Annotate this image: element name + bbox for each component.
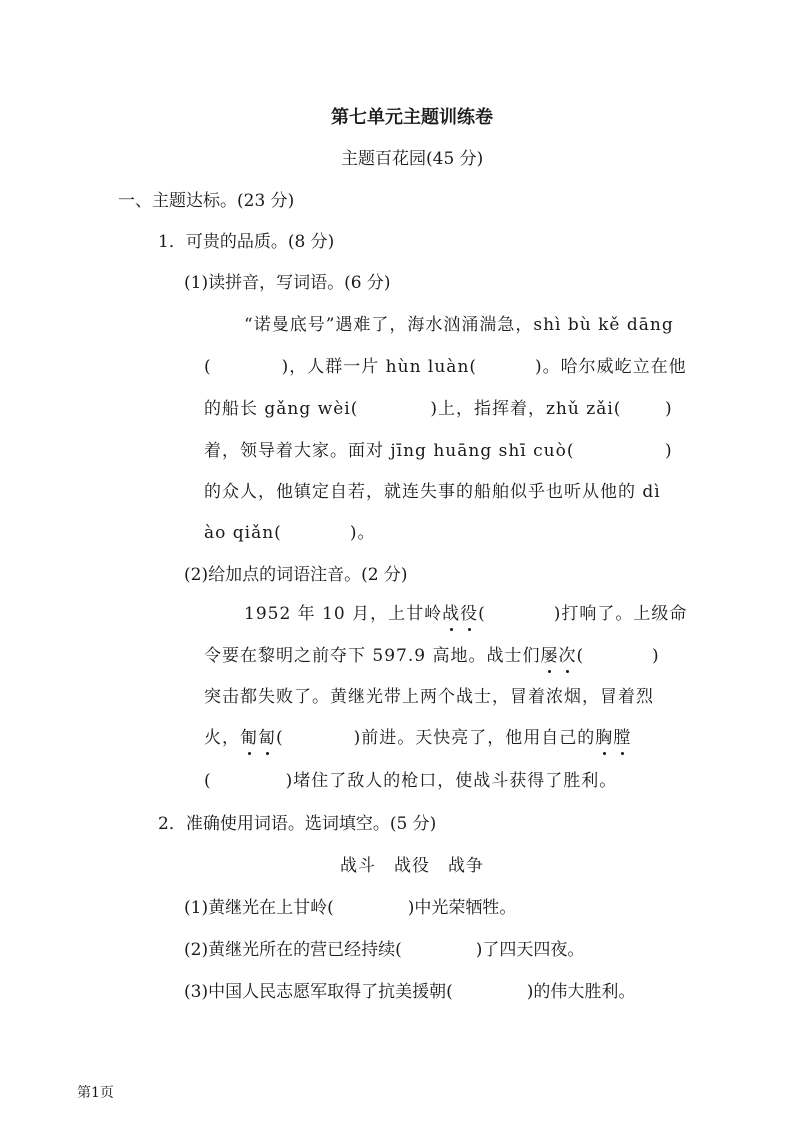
sentence-text: )的伟大胜利。 xyxy=(526,982,636,1002)
sentence-text: )中光荣牺牲。 xyxy=(407,898,517,918)
dotted-char: 匍 xyxy=(240,728,258,748)
passage-line: “诺曼底号”遇难了，海水汹涌湍急，shì bù kě dāng xyxy=(244,315,674,335)
page-subtitle: 主题百花园(45 分) xyxy=(341,149,484,169)
part-2-heading: (2)给加点的词语注音。(2 分) xyxy=(184,565,408,585)
passage-line xyxy=(204,770,617,792)
fill-sentence xyxy=(184,981,635,1003)
sentence-text: (1)黄继光在上甘岭( xyxy=(184,898,334,918)
paren-open: ( xyxy=(276,728,284,748)
passage-text: )前进。天快亮了，他用自己的 xyxy=(353,728,596,748)
passage-text: )。哈尔威屹立在他 xyxy=(535,357,687,377)
word-options: 战斗 战役 战争 xyxy=(340,856,484,876)
passage-line xyxy=(204,440,614,462)
part-1-heading: (1)读拼音，写词语。(6 分) xyxy=(184,273,391,293)
passage-text: )。 xyxy=(349,523,376,543)
passage-text: 火， xyxy=(204,728,240,748)
passage-text: )打响了。上级命 xyxy=(553,604,688,624)
passage-text: ào qiǎn( xyxy=(204,523,282,543)
passage-line xyxy=(204,356,687,378)
dotted-char: 战 xyxy=(442,604,461,624)
question-1-heading: 1．可贵的品质。(8 分) xyxy=(158,232,335,252)
passage-text: 的船长 gǎng wèi( xyxy=(204,399,359,419)
passage-line xyxy=(204,727,631,749)
paren-open: ( xyxy=(204,771,212,791)
dotted-char: 役 xyxy=(460,604,479,624)
paren-close: ) xyxy=(665,399,672,419)
dotted-char: 匐 xyxy=(258,728,276,748)
passage-line xyxy=(244,603,687,625)
passage-text: 着，领导着大家。面对 jīng huāng shī cuò( xyxy=(204,441,575,461)
sentence-text: (3)中国人民志愿军取得了抗美援朝( xyxy=(184,982,453,1002)
passage-text: 令要在黎明之前夺下 597.9 高地。战士们 xyxy=(204,646,541,666)
passage-line xyxy=(204,645,584,667)
page-title: 第七单元主题训练卷 xyxy=(331,107,493,128)
passage-line xyxy=(204,522,375,544)
dotted-char: 屡 xyxy=(540,646,559,666)
dotted-char: 胸 xyxy=(595,728,614,748)
passage-line: 突击都失败了。黄继光带上两个战士，冒着浓烟，冒着烈 xyxy=(204,687,654,707)
section-heading: 一、主题达标。(23 分) xyxy=(118,191,295,211)
question-2-heading: 2．准确使用词语。选词填空。(5 分) xyxy=(158,814,437,834)
passage-text: )堵住了敌人的枪口，使战斗获得了胜利。 xyxy=(285,771,618,791)
dotted-char: 膛 xyxy=(613,728,632,748)
sentence-text: )了四天四夜。 xyxy=(475,940,585,960)
passage-text: 1952 年 10 月，上甘岭 xyxy=(244,604,443,624)
passage-line xyxy=(204,398,621,420)
paren-open: ( xyxy=(204,357,212,377)
passage-text: )，人群一片 hùn luàn( xyxy=(281,357,478,377)
page-number: 第1页 xyxy=(77,1085,114,1101)
passage-text: )上，指挥着，zhǔ zǎi( xyxy=(430,399,622,419)
dotted-char: 次 xyxy=(558,646,577,666)
fill-sentence xyxy=(184,939,584,961)
sentence-text: (2)黄继光所在的营已经持续( xyxy=(184,940,402,960)
fill-sentence xyxy=(184,897,516,919)
paren-open: ( xyxy=(478,604,486,624)
paren-close: ) xyxy=(665,441,672,461)
paren-close: ) xyxy=(652,646,659,666)
passage-line: 的众人，他镇定自若，就连失事的船舶似乎也听从他的 dì xyxy=(204,482,661,502)
paren-open: ( xyxy=(576,646,585,666)
